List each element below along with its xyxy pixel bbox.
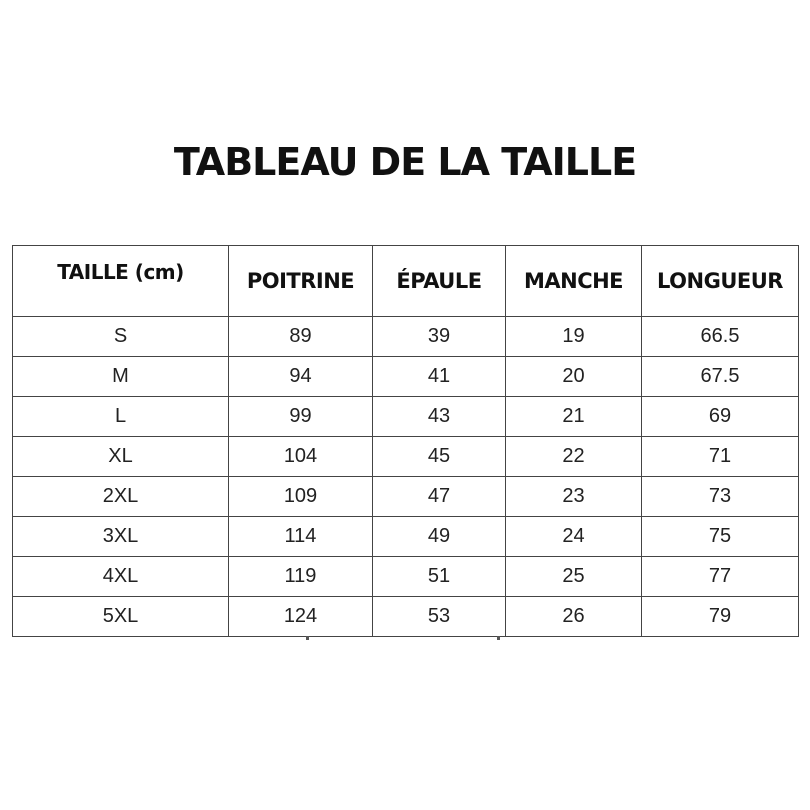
table-header-row: [13, 246, 799, 317]
page-title: TABLEAU DE LA TAILLE: [173, 140, 637, 184]
cell-size: XL: [13, 437, 229, 477]
cell-poitrine: 89: [229, 317, 373, 357]
cell-manche: 23: [506, 477, 642, 517]
cell-epaule: 49: [373, 517, 506, 557]
cell-manche: 21: [506, 397, 642, 437]
table-row: [13, 437, 799, 477]
cell-poitrine: 119: [229, 557, 373, 597]
cell-epaule: 53: [373, 597, 506, 637]
cell-manche: 25: [506, 557, 642, 597]
table-row: [13, 397, 799, 437]
cell-manche: 24: [506, 517, 642, 557]
table-row: [13, 557, 799, 597]
table-row: [13, 597, 799, 637]
cell-size: 3XL: [13, 517, 229, 557]
cell-epaule: 39: [373, 317, 506, 357]
cell-epaule: 41: [373, 357, 506, 397]
table-row: [13, 477, 799, 517]
cell-size: M: [13, 357, 229, 397]
stray-mark: [306, 636, 309, 640]
cell-manche: 20: [506, 357, 642, 397]
cell-poitrine: 104: [229, 437, 373, 477]
column-header-poitrine: POITRINE: [229, 246, 373, 317]
cell-epaule: 51: [373, 557, 506, 597]
cell-epaule: 47: [373, 477, 506, 517]
cell-poitrine: 94: [229, 357, 373, 397]
cell-manche: 26: [506, 597, 642, 637]
table-row: [13, 357, 799, 397]
cell-poitrine: 99: [229, 397, 373, 437]
cell-poitrine: 114: [229, 517, 373, 557]
cell-manche: 22: [506, 437, 642, 477]
cell-epaule: 45: [373, 437, 506, 477]
column-header-manche: MANCHE: [506, 246, 642, 317]
cell-poitrine: 109: [229, 477, 373, 517]
cell-longueur: 77: [642, 557, 799, 597]
table-row: [13, 317, 799, 357]
cell-longueur: 66.5: [642, 317, 799, 357]
size-chart-table: [12, 245, 799, 637]
cell-longueur: 69: [642, 397, 799, 437]
cell-size: L: [13, 397, 229, 437]
cell-longueur: 67.5: [642, 357, 799, 397]
cell-size: 4XL: [13, 557, 229, 597]
table-row: [13, 517, 799, 557]
stray-mark: [497, 636, 500, 640]
column-header-epaule: ÉPAULE: [373, 246, 506, 317]
cell-epaule: 43: [373, 397, 506, 437]
cell-longueur: 79: [642, 597, 799, 637]
cell-longueur: 73: [642, 477, 799, 517]
cell-size: 2XL: [13, 477, 229, 517]
cell-poitrine: 124: [229, 597, 373, 637]
cell-manche: 19: [506, 317, 642, 357]
cell-size: 5XL: [13, 597, 229, 637]
column-header-taille: TAILLE (cm): [13, 246, 229, 317]
cell-longueur: 75: [642, 517, 799, 557]
column-header-longueur: LONGUEUR: [642, 246, 799, 317]
cell-size: S: [13, 317, 229, 357]
cell-longueur: 71: [642, 437, 799, 477]
